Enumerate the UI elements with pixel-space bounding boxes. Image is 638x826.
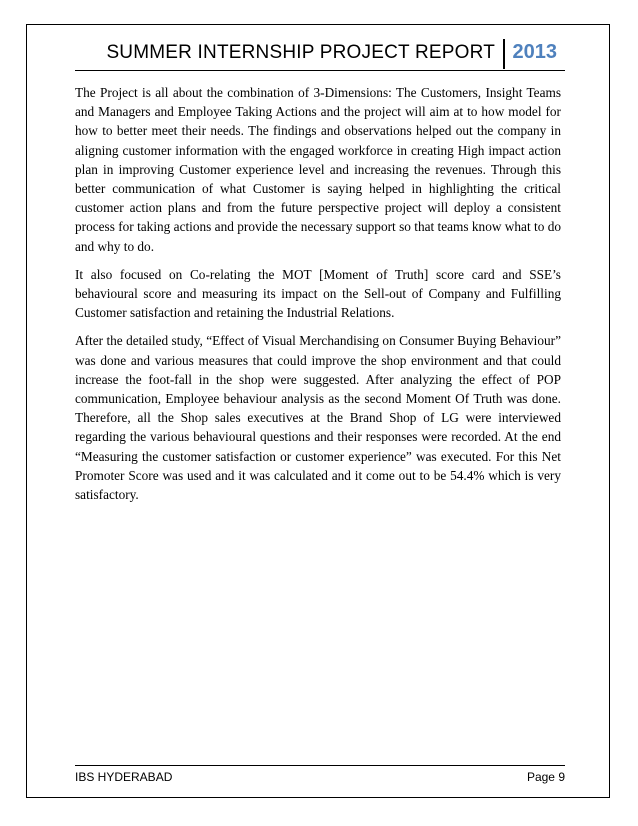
header-rule	[75, 70, 565, 71]
paragraph-3: After the detailed study, “Effect of Visual Merchandising on Consumer Buying Behaviour” was done and various measures that could improve the shop environment and that could increase the foot-fall in the shop were suggested. After analyzing the effect of POP communication, Employee behaviour analysis as the second Moment Of Truth was done. Therefore, all the Shop sales executives at the Brand Shop of LG were interviewed regarding the various behavioural questions and their responses were recorded. At the end “Measuring the customer satisfaction or customer experience” was executed. For this Net Promoter Score was used and it was calculated and it come out to be 54.4% which is very satisfactory.	[75, 333, 561, 503]
page-number: Page 9	[526, 770, 565, 784]
page-header	[75, 38, 565, 70]
paragraph-2: It also focused on Co-relating the MOT [Moment of Truth] score card and SSE’s behavioural score and measuring its impact on the Sell-out of Company and Fulfilling Customer satisfaction and retaining the Industrial Relations.	[75, 266, 561, 321]
report-year: 2013	[512, 41, 557, 63]
header-separator	[503, 39, 505, 69]
body-text	[75, 83, 561, 513]
paragraph-1: The Project is all about the combination of 3-Dimensions: The Customers, Insight Teams and Managers and Employee Taking Actions and the project will aim at to how model for how to better meet their needs. The findings and observations helped out the company in aligning customer information with the engaged workforce in creating High impact action plan in improving Customer experience level and increasing the revenues. Through this better communication of what Customer is saying helped in highlighting the critical customer action plans and from the future perspective project will deploy a consistent process for taking actions and provide the necessary support so that teams know what to do and why to do.	[75, 85, 561, 254]
footer-institution: IBS HYDERABAD	[75, 770, 173, 784]
report-title: SUMMER INTERNSHIP PROJECT REPORT	[106, 42, 495, 63]
page-footer	[75, 765, 565, 787]
footer-rule	[75, 765, 565, 766]
